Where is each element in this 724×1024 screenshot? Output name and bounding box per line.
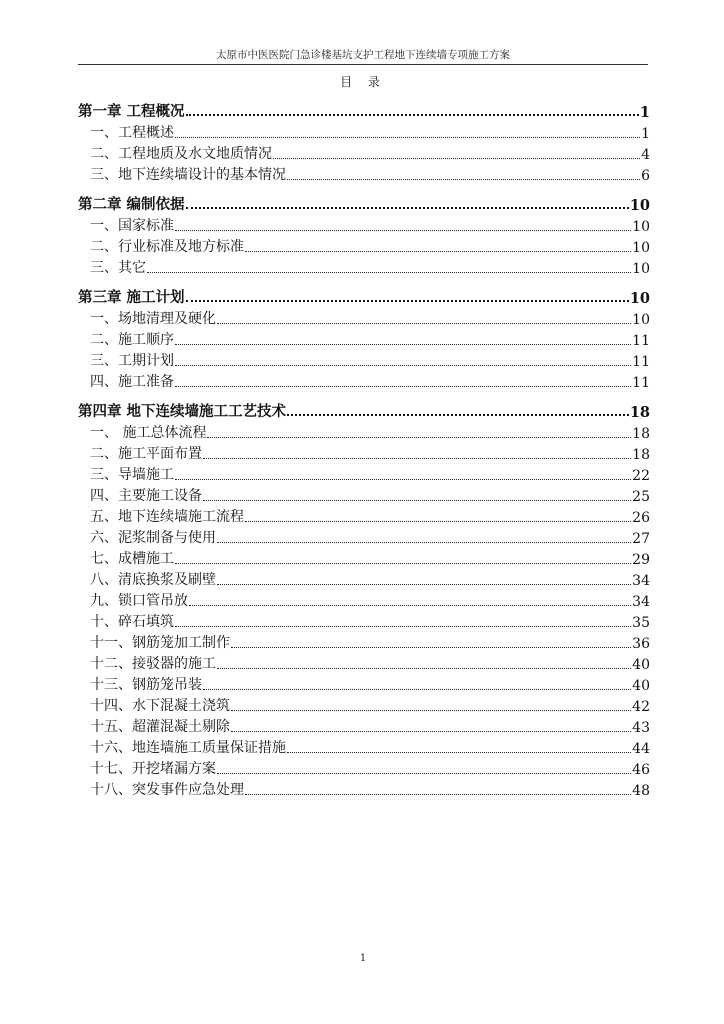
toc-entry-title: 四、主要施工设备 [90, 488, 202, 504]
toc-section-entry[interactable] [78, 631, 650, 652]
toc-entry-title: 十一、钢筋笼加工制作 [90, 635, 230, 651]
dot-leader [175, 135, 640, 138]
dot-leader [217, 666, 631, 669]
dot-leader [175, 624, 631, 627]
toc-entry-page: 10 [632, 261, 650, 277]
toc-entry-title: 八、清底换浆及刷壁 [90, 572, 216, 588]
toc-section-entry[interactable] [78, 121, 650, 142]
dot-leader [189, 603, 631, 606]
dot-leader [245, 792, 631, 795]
toc-section-entry[interactable] [78, 463, 650, 484]
toc-chapter-entry[interactable] [78, 394, 650, 421]
running-header: 太原市中医医院门急诊楼基坑支护工程地下连续墙专项施工方案 [216, 49, 510, 61]
toc-entry-page: 25 [632, 489, 650, 505]
toc-entry-page: 35 [632, 615, 650, 631]
toc-entry-title: 二、施工平面布置 [90, 446, 202, 462]
toc-entry-title: 四、施工准备 [90, 374, 174, 390]
page-number: 1 [359, 953, 367, 964]
toc-entry-page: 18 [632, 426, 650, 442]
dot-leader [175, 363, 631, 366]
toc-entry-title: 二、行业标准及地方标准 [90, 239, 244, 255]
toc-entry-title: 十八、突发事件应急处理 [90, 782, 244, 798]
toc-section-entry[interactable] [78, 736, 650, 757]
toc-section-entry[interactable] [78, 610, 650, 631]
toc-section-entry[interactable] [78, 778, 650, 799]
toc-section-entry[interactable] [78, 547, 650, 568]
dot-leader [186, 112, 639, 116]
toc-section-entry[interactable] [78, 370, 650, 391]
dot-leader [175, 561, 631, 564]
toc-chapter-entry[interactable] [78, 280, 650, 307]
toc-entry-page: 48 [632, 783, 650, 799]
toc-entry-page: 1 [641, 126, 650, 142]
toc-entry-page: 27 [632, 531, 650, 547]
dot-leader [186, 298, 629, 302]
toc-section-entry[interactable] [78, 505, 650, 526]
toc-entry-page: 6 [641, 168, 650, 184]
toc-chapter-entry[interactable] [78, 94, 650, 121]
toc-entry-page: 29 [632, 552, 650, 568]
toc-entry-title: 第二章 编制依据 [78, 196, 185, 213]
toc-entry-title: 二、工程地质及水文地质情况 [90, 146, 272, 162]
dot-leader [245, 519, 631, 522]
toc-entry-title: 十、碎石填筑 [90, 614, 174, 630]
toc-entry-page: 11 [632, 375, 650, 391]
toc-entry-page: 34 [632, 573, 650, 589]
toc-entry-page: 10 [632, 240, 650, 256]
dot-leader [186, 205, 629, 209]
toc-title: 目 录 [340, 75, 386, 89]
toc-entry-page: 10 [629, 197, 650, 214]
toc-entry-title: 十五、超灌混凝土剔除 [90, 719, 230, 735]
toc-entry-title: 第四章 地下连续墙施工工艺技术 [78, 403, 287, 420]
toc-section-entry[interactable] [78, 442, 650, 463]
toc-entry-title: 十七、开挖堵漏方案 [90, 761, 216, 777]
toc-entry-title: 三、地下连续墙设计的基本情况 [90, 167, 286, 183]
dot-leader [207, 435, 631, 438]
toc-entry-title: 三、其它 [90, 260, 146, 276]
toc-section-entry[interactable] [78, 757, 650, 778]
toc-section-entry[interactable] [78, 328, 650, 349]
dot-leader [273, 156, 640, 159]
toc-entry-page: 10 [632, 219, 650, 235]
toc-entry-page: 22 [632, 468, 650, 484]
toc-entry-title: 一、国家标准 [90, 218, 174, 234]
toc-entry-title: 十四、水下混凝土浇筑 [90, 698, 230, 714]
toc-entry-page: 1 [639, 104, 650, 121]
toc-entry-title: 二、施工顺序 [90, 332, 174, 348]
dot-leader [175, 342, 631, 345]
toc-section-entry[interactable] [78, 256, 650, 277]
header-divider [78, 64, 648, 65]
toc-entry-page: 34 [632, 594, 650, 610]
toc-entry-page: 18 [632, 447, 650, 463]
toc-entry-title: 三、工期计划 [90, 353, 174, 369]
toc-entry-page: 40 [632, 678, 650, 694]
toc-entry-page: 11 [632, 354, 650, 370]
dot-leader [175, 477, 631, 480]
toc-entry-title: 十三、钢筋笼吊装 [90, 677, 202, 693]
toc-section-entry[interactable] [78, 163, 650, 184]
toc-entry-page: 10 [632, 312, 650, 328]
toc-entry-page: 40 [632, 657, 650, 673]
toc-entry-title: 九、锁口管吊放 [90, 593, 188, 609]
toc-entry-page: 4 [641, 147, 650, 163]
dot-leader [147, 270, 631, 273]
toc-entry-page: 26 [632, 510, 650, 526]
toc-section-entry[interactable] [78, 307, 650, 328]
dot-leader [231, 645, 631, 648]
toc-section-entry[interactable] [78, 214, 650, 235]
dot-leader [203, 456, 631, 459]
dot-leader [203, 687, 631, 690]
toc-section-entry[interactable] [78, 568, 650, 589]
toc-section-entry[interactable] [78, 694, 650, 715]
toc-entry-title: 十二、接驳器的施工 [90, 656, 216, 672]
toc-entry-title: 一、工程概述 [90, 125, 174, 141]
dot-leader [287, 177, 640, 180]
toc-section-entry[interactable] [78, 349, 650, 370]
dot-leader [175, 384, 631, 387]
dot-leader [231, 729, 631, 732]
dot-leader [245, 249, 631, 252]
dot-leader [217, 321, 631, 324]
toc-entry-page: 43 [632, 720, 650, 736]
toc-entry-title: 十六、地连墙施工质量保证措施 [90, 740, 286, 756]
toc-section-entry[interactable] [78, 235, 650, 256]
dot-leader [287, 750, 631, 753]
dot-leader [217, 540, 631, 543]
toc-entry-page: 42 [632, 699, 650, 715]
toc-section-entry[interactable] [78, 673, 650, 694]
toc-section-entry[interactable] [78, 715, 650, 736]
toc-entry-title: 一、场地清理及硬化 [90, 311, 216, 327]
table-of-contents [78, 94, 650, 799]
toc-section-entry[interactable] [78, 652, 650, 673]
toc-entry-page: 11 [632, 333, 650, 349]
dot-leader [203, 498, 631, 501]
toc-entry-title: 一、 施工总体流程 [90, 425, 207, 441]
toc-chapter-entry[interactable] [78, 187, 650, 214]
dot-leader [287, 412, 629, 416]
toc-entry-page: 36 [632, 636, 650, 652]
toc-section-entry[interactable] [78, 589, 650, 610]
toc-entry-title: 五、地下连续墙施工流程 [90, 509, 244, 525]
toc-section-entry[interactable] [78, 484, 650, 505]
toc-entry-title: 第三章 施工计划 [78, 289, 185, 306]
toc-section-entry[interactable] [78, 142, 650, 163]
dot-leader [175, 228, 631, 231]
toc-entry-title: 六、泥浆制备与使用 [90, 530, 216, 546]
dot-leader [217, 771, 631, 774]
toc-entry-page: 44 [632, 741, 650, 757]
toc-entry-title: 三、导墙施工 [90, 467, 174, 483]
toc-entry-page: 46 [632, 762, 650, 778]
toc-section-entry[interactable] [78, 526, 650, 547]
toc-entry-title: 第一章 工程概况 [78, 103, 185, 120]
dot-leader [217, 582, 631, 585]
dot-leader [231, 708, 631, 711]
toc-entry-page: 10 [629, 290, 650, 307]
toc-section-entry[interactable] [78, 421, 650, 442]
toc-entry-title: 七、成槽施工 [90, 551, 174, 567]
toc-entry-page: 18 [629, 404, 650, 421]
